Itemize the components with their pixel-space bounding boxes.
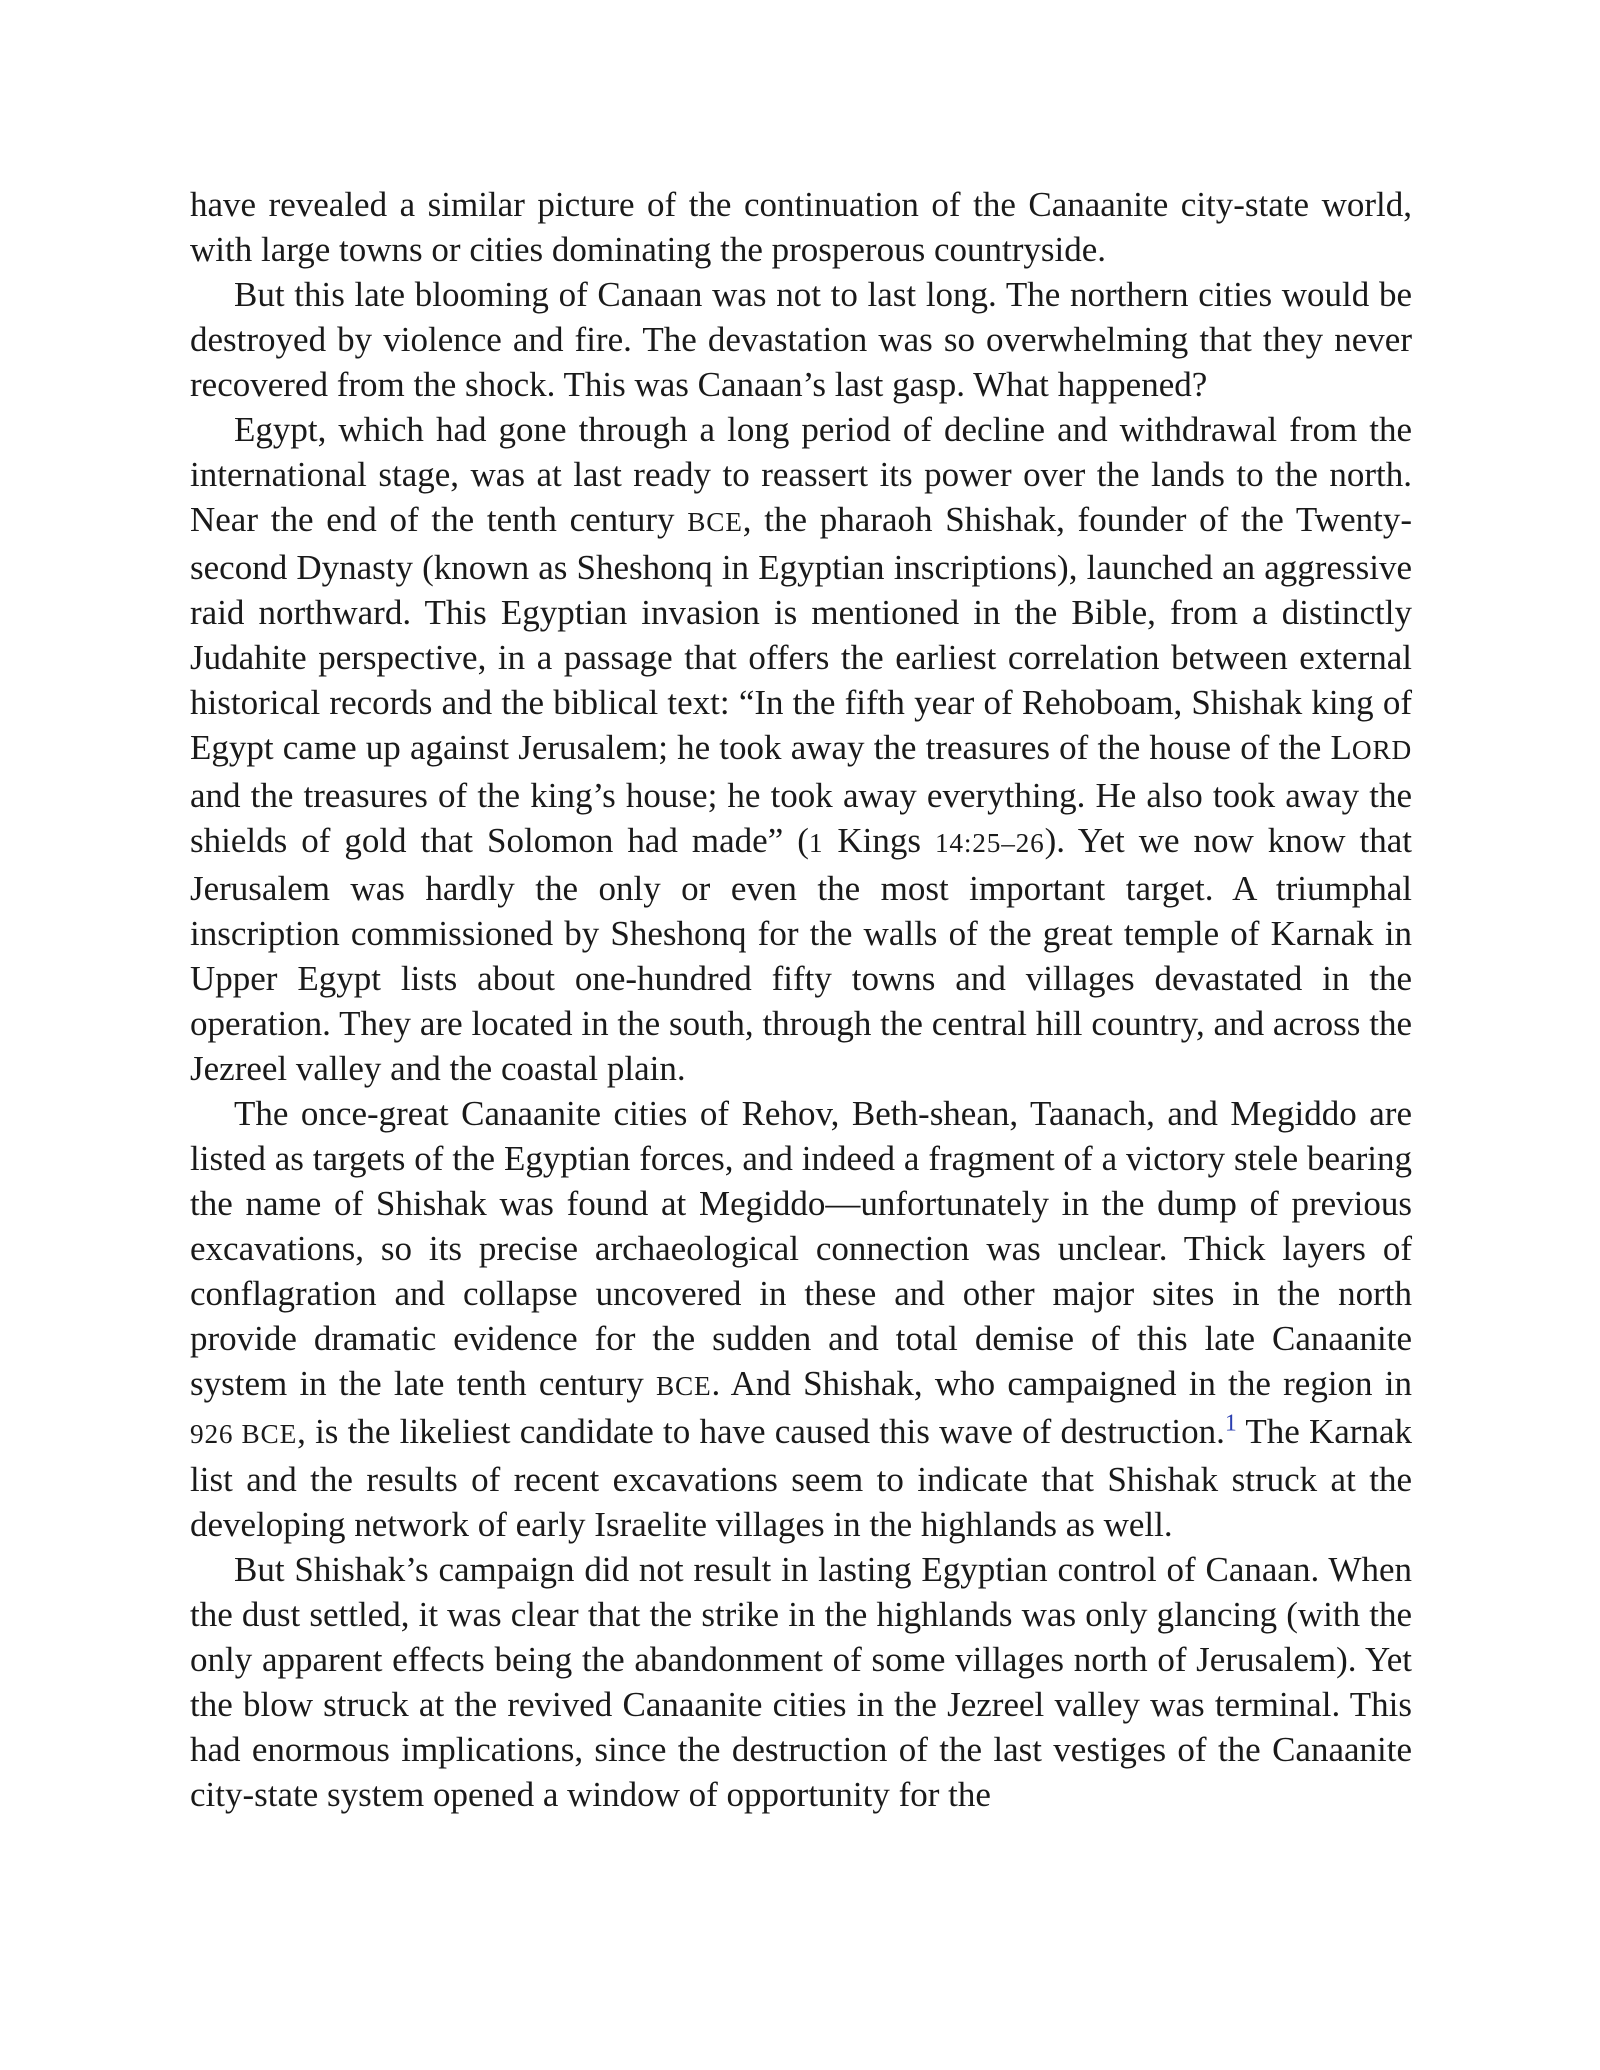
- text-run: But this late blooming of Canaan was not to last long. The northern cities would be destroyed by violence and fire. The devastation was so overwhelming that they never recovered from the shock. This was Canaan’s last gasp. What happened?: [190, 275, 1412, 404]
- citation-book-number: 1: [808, 828, 824, 858]
- text-run: The Karnak list and the results of recent excavations seem to indicate that Shishak struck at the developing network of early Israelite villages in the highlands as well.: [190, 1412, 1412, 1544]
- paragraph-3: [190, 407, 1412, 1091]
- paragraph-1: [190, 182, 1412, 272]
- text-run: But Shishak’s campaign did not result in lasting Egyptian control of Canaan. When the dust settled, it was clear that the strike in the highlands was only glancing (with the only apparent effects being the abandonment of some villages north of Jerusalem). Yet the blow struck at the revived Canaanite cities in the Jezreel valley was terminal. This had enormous implications, since the destruction of the last vestiges of the Canaanite city-state system opened a window of opportunity for the: [190, 1550, 1412, 1814]
- text-run: have revealed a similar picture of the continuation of the Canaanite city-state world, with large towns or cities dominating the prosperous countryside.: [190, 185, 1412, 269]
- citation-verse: 14:25–26: [934, 828, 1045, 858]
- paragraph-5: [190, 1547, 1412, 1817]
- small-caps-era: BCE: [656, 1371, 712, 1401]
- small-caps-date: 926 BCE: [190, 1419, 298, 1449]
- text-run: , the pharaoh Shishak, founder of the Twenty-second Dynasty (known as Sheshonq in Egyptian inscriptions), launched an aggressive raid northward. This Egyptian invasion is mentioned in the Bible, from a distinctly Judahite perspective, in a passage that offers the earliest correlation between external historical records and the biblical text: “In the fifth year of Rehoboam, Shishak king of Egypt came up against Jerusalem; he took away the treasures of the house of the L: [190, 500, 1412, 767]
- footnote-reference-link[interactable]: 1: [1224, 1410, 1237, 1437]
- small-caps-lord: ORD: [1351, 735, 1412, 765]
- text-run: . And Shishak, who campaigned in the region in: [711, 1364, 1412, 1403]
- small-caps-era: BCE: [687, 507, 743, 537]
- text-run: , is the likeliest candidate to have caused this wave of destruction.: [297, 1412, 1225, 1451]
- text-run: Kings: [823, 821, 935, 860]
- paragraph-2: [190, 272, 1412, 407]
- text-run: and the treasures of the king’s house; he took away everything. He also took away the shields of gold that Solomon had made” (: [190, 776, 1412, 860]
- text-run: Egypt, which had gone through a long period of decline and withdrawal from the international stage, was at last ready to reassert its power over the lands to the north. Near the end of the tenth century: [190, 410, 1412, 539]
- text-run: The once-great Canaanite cities of Rehov, Beth-shean, Taanach, and Megiddo are listed as targets of the Egyptian forces, and indeed a fragment of a victory stele bearing the name of Shishak was found at Megiddo—unfortunately in the dump of previous excavations, so its precise archaeological connection was unclear. Thick layers of conflagration and collapse uncovered in these and other major sites in the north provide dramatic evidence for the sudden and total demise of this late Canaanite system in the late tenth century: [190, 1094, 1412, 1403]
- paragraph-4: [190, 1091, 1412, 1547]
- page-body: [190, 182, 1412, 1817]
- text-run: ). Yet we now know that Jerusalem was hardly the only or even the most important target. A triumphal inscription commissioned by Sheshonq for the walls of the great temple of Karnak in Upper Egypt lists about one-hundred fifty towns and villages devastated in the operation. They are located in the south, through the central hill country, and across the Jezreel valley and the coastal plain.: [190, 821, 1413, 1088]
